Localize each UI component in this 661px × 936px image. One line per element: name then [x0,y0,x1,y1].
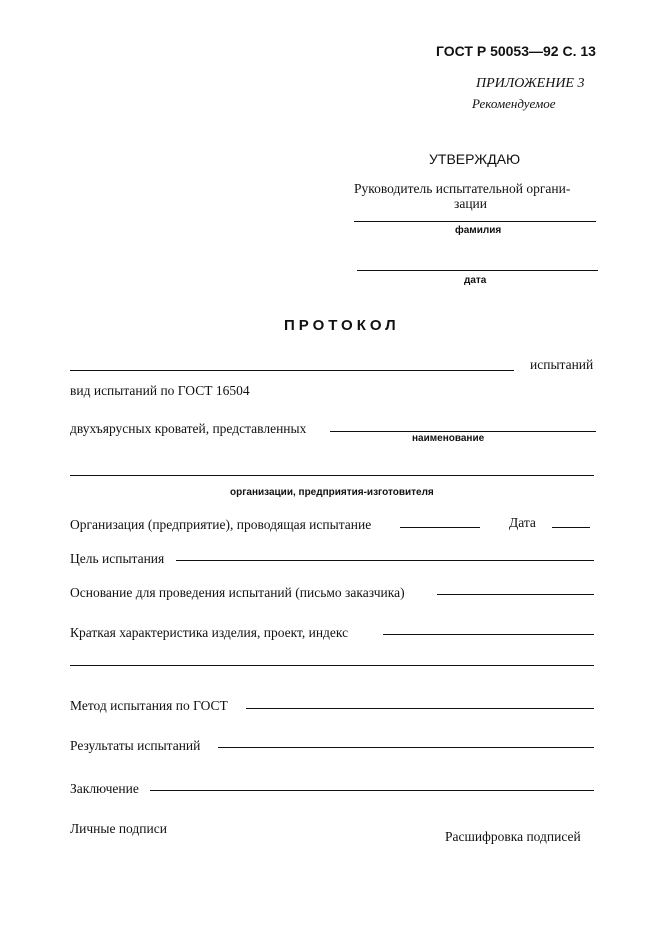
org-caption: организации, предприятия-изготовителя [230,487,434,498]
brief-line-2 [70,665,594,666]
method-line [246,708,594,709]
appendix-title: ПРИЛОЖЕНИЕ 3 [476,76,585,91]
surname-line [354,221,596,222]
method-label: Метод испытания по ГОСТ [70,698,228,713]
name-caption: наименование [412,433,485,444]
date-approval-line [357,270,598,271]
appendix-status: Рекомендуемое [472,96,556,111]
basis-line [437,594,594,595]
signatures-label: Личные подписи [70,821,167,836]
decoding-label: Расшифровка подписей [445,829,581,844]
test-kind-label: вид испытаний по ГОСТ 16504 [70,383,250,398]
purpose-line [176,560,594,561]
beds-label: двухъярусных кроватей, представленных [70,421,307,436]
surname-caption: фамилия [455,225,502,236]
beds-name-line [330,431,596,432]
test-type-line [70,370,514,371]
purpose-label: Цель испытания [70,551,165,566]
manufacturer-line [70,475,594,476]
conclusion-line [150,790,594,791]
basis-label: Основание для проведения испытаний (письмо заказчика) [70,585,405,600]
date-line [552,527,590,528]
results-label: Результаты испытаний [70,738,201,753]
brief-line-1 [383,634,594,635]
results-line [218,747,594,748]
org-line [400,527,480,528]
approval-line-1: Руководитель испытательной органи- [354,181,571,196]
standard-header: ГОСТ Р 50053—92 С. 13 [436,43,596,59]
date-label: Дата [509,515,536,530]
tests-word: испытаний [530,357,594,372]
conclusion-label: Заключение [70,781,139,796]
protocol-title: ПРОТОКОЛ [284,317,400,334]
org-label: Организация (предприятие), проводящая испытание [70,517,372,532]
approval-title: УТВЕРЖДАЮ [429,151,521,167]
brief-label: Краткая характеристика изделия, проект, индекс [70,625,349,640]
approval-line-2: зации [454,196,487,211]
date-approval-caption: дата [464,275,487,286]
